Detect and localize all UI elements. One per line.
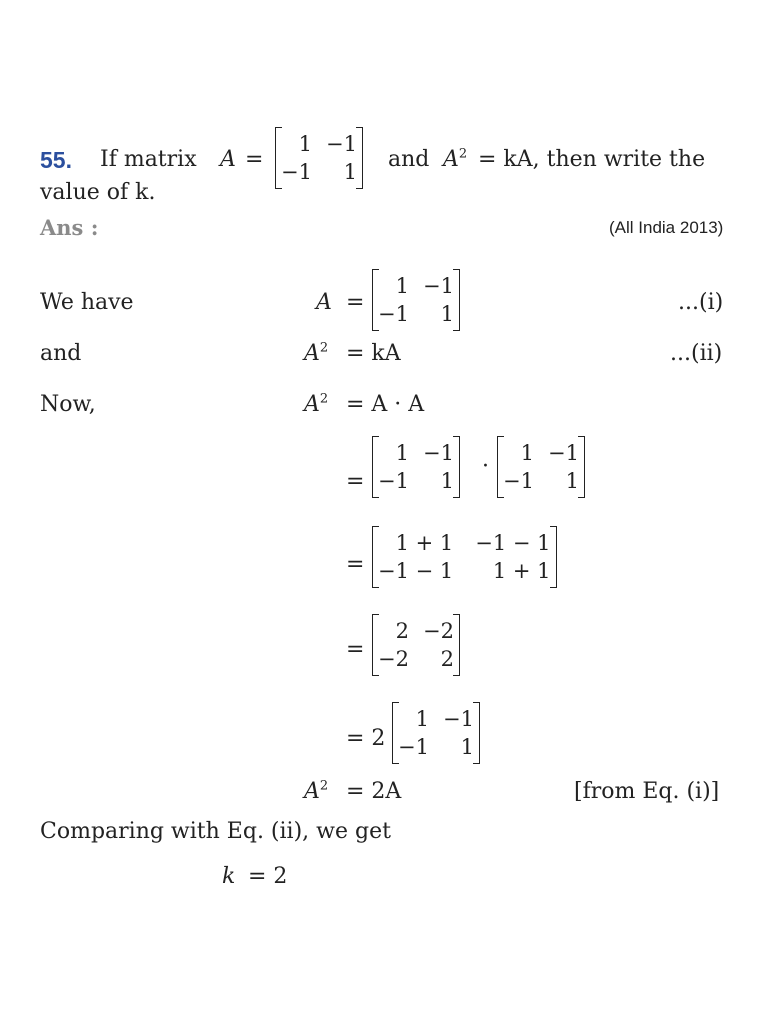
k-rhs: = 2 [248,864,288,889]
result-matrix [372,614,460,676]
factored-prefix: = 2 [346,726,386,751]
a-base: A [443,147,459,172]
matrix-cell: −1 [281,160,312,184]
sum-eq: = [346,552,365,577]
matrix-cell: −1 [442,707,474,731]
matrix-cell: 1 [415,707,429,731]
question-eq: = [245,147,264,172]
step3-rhs: = A · A [346,392,425,417]
product-left-matrix [372,436,460,498]
we-have-label: We have [40,290,134,315]
product-right-matrix [497,436,585,498]
matrix-cell: 1 [565,469,579,493]
exponent: 2 [319,778,329,794]
factored-matrix [392,702,480,764]
step3-lhs [304,392,328,418]
step2-rhs: = kA [346,341,401,366]
matrix-cell: 1 [395,441,409,465]
step1-eq: = [346,290,365,315]
product-dot: · [482,454,489,479]
matrix-cell: 2 [440,647,454,671]
question-number: 55. [40,147,72,173]
comparing-text: Comparing with Eq. (ii), we get [40,819,391,844]
matrix-cell: −1 [547,441,579,465]
matrix-cell: −2 [422,619,454,643]
matrix-cell: 1 [440,302,454,326]
matrix-cell: −1 [378,469,409,493]
matrix-cell: −1 [422,441,454,465]
answer-label: Ans : [40,215,99,240]
matrix-cell: 2 [395,619,409,643]
matrix-cell: 1 + 1 [395,531,454,555]
matrix-cell: 1 [440,469,454,493]
product-eq: = [346,469,365,494]
exponent: 2 [319,391,329,407]
a-base: A [304,392,320,417]
matrix-cell: −1 − 1 [378,559,454,583]
question-text-mid: and [388,147,430,172]
equation-tag-ii: ...(ii) [670,341,723,366]
final-lhs [304,779,328,805]
matrix-a [372,269,460,331]
matrix-cell: −1 [325,132,357,156]
matrix-cell: 1 [460,735,474,759]
matrix-cell: −1 [378,302,409,326]
question-var-a: A [220,147,236,172]
matrix-cell: 1 + 1 [492,559,551,583]
matrix-cell: −1 [422,274,454,298]
step2-lhs [304,341,328,367]
matrix-cell: 1 [343,160,357,184]
result-eq: = [346,637,365,662]
question-text-prefix: If matrix [100,147,197,172]
equation-tag-i: ...(i) [678,290,724,315]
matrix-cell: −2 [378,647,409,671]
final-rhs: = 2A [346,779,402,804]
question-rhs: = kA, then write the [478,147,706,172]
question-matrix [275,127,363,189]
matrix-cell: 1 [298,132,312,156]
a-base: A [304,341,320,366]
now-label: Now, [40,392,96,417]
sum-matrix [372,526,557,588]
matrix-cell: −1 [398,735,429,759]
and-label: and [40,341,82,366]
matrix-cell: −1 − 1 [475,531,551,555]
a-base: A [304,779,320,804]
question-line2: value of k. [40,180,156,205]
question-a-squared [443,147,467,173]
step1-lhs: A [316,290,332,315]
exponent: 2 [458,146,468,162]
k-lhs: k [222,864,236,889]
matrix-cell: −1 [503,469,534,493]
matrix-cell: 1 [395,274,409,298]
exponent: 2 [319,340,329,356]
from-eq-note: [from Eq. (i)] [574,779,720,804]
source-citation: (All India 2013) [609,218,724,237]
matrix-cell: 1 [520,441,534,465]
